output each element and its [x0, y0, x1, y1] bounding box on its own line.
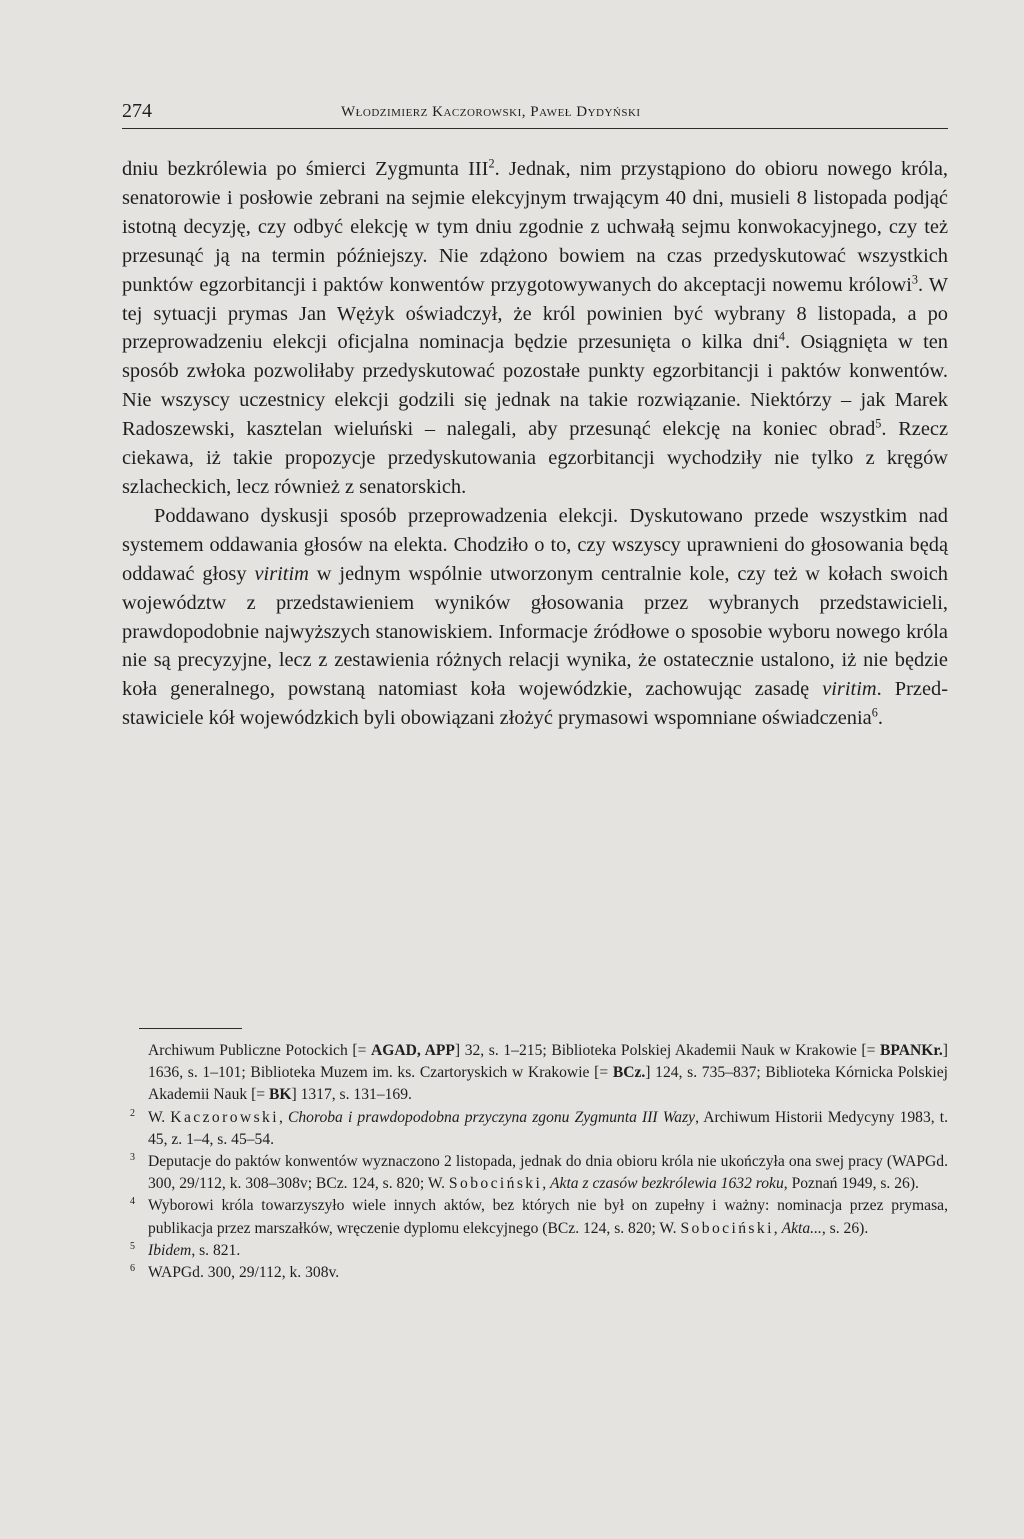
footnote — [122, 1195, 948, 1239]
footnote-text: Wyborowi króla towarzyszyło wiele innych aktów, bez których nie był on zupełny i ważny: nominacja przez prymasa, publikacja przez marszałków, wręczenie dyplomu elekcyjnego (BCz. 124, s. 820; W. — [148, 1197, 948, 1237]
footnote-number: 6 — [130, 1263, 135, 1275]
main-text — [122, 155, 948, 733]
footnote-author-name: Kaczorowski — [170, 1108, 279, 1126]
footnote-text: WAPGd. 300, 29/112, k. 308v. — [148, 1264, 340, 1282]
footnote-italic-text: Choroba i prawdopodobna przyczyna zgonu Zygmunta III Wazy — [287, 1108, 696, 1126]
footnote-text: , — [773, 1219, 782, 1237]
footnote-bold-text: BK — [268, 1086, 292, 1104]
footnote-author-name: Sobociński — [680, 1219, 774, 1237]
footnote-bold-text: AGAD, APP — [371, 1042, 455, 1059]
paragraph-italic-text: viritim — [822, 678, 877, 701]
paragraph-text: . Rzecz ciekawa, iż takie propozycje przedyskutowania egzorbitancji wychodziły nie tylko z kręgów szlacheckich, lecz również z senatorskich. — [122, 418, 948, 498]
paragraph-footnote-ref: 4 — [778, 330, 785, 345]
footnote-bold-text: BCz. — [612, 1064, 646, 1082]
footnote-text: , — [278, 1108, 288, 1126]
footnote — [122, 1107, 948, 1151]
footnote-author-name: Sobociński — [448, 1175, 543, 1193]
paragraph-footnote-ref: 6 — [871, 705, 878, 720]
paragraph-italic-text: viritim — [254, 562, 309, 585]
paragraph-text: dniu bezkrólewia po śmierci Zygmunta III — [122, 158, 489, 180]
footnote-text: Archiwum Publiczne Potockich [= — [148, 1042, 371, 1059]
footnote-bold-text: BPANKr. — [879, 1042, 943, 1059]
footnote-text: ] 1317, s. 131–169. — [291, 1086, 412, 1104]
header-authors: Włodzimierz Kaczorowski, Paweł Dydyński — [341, 104, 641, 120]
paragraph — [122, 502, 948, 733]
footnote-number: 5 — [130, 1240, 135, 1252]
paragraph-footnote-ref: 5 — [875, 416, 882, 431]
paragraph-text: Poddawano dyskusji sposób przeprowadzenia elekcji. Dyskutowano przede wszystkim nad systemem oddawania głosów na elekta. Chodziło o to, czy wszyscy uprawnieni do głosowania będą oddawać głosy — [122, 504, 948, 585]
paragraph-footnote-ref: 2 — [488, 156, 495, 171]
page-number: 274 — [122, 100, 152, 122]
footnote — [122, 1240, 948, 1262]
footnote-text: , — [542, 1175, 551, 1193]
paragraph-text: . W tej sytuacji prymas Jan Wężyk oświadczył, że król powinien być wybrany 8 listopada, a po przeprowadzeniu elekcji oficjalna nominacja będzie przesunięta o kilka dni — [122, 273, 948, 354]
footnote-italic-text: Ibidem — [148, 1241, 192, 1259]
paragraph-text: . Osiągnięta w ten sposób zwłoka pozwoliłaby przedyskutować pozostałe punkty egzorbitancji i paktów konwentów. Nie wszyscy uczestnicy elekcji godzili się jednak na takie rozwiązanie. Niektórzy – jak Marek Radoszewski, kasztelan wieluński – nalegali, aby przesunąć elekcję na koniec obrad — [122, 331, 948, 441]
footnote-text: , Poznań 1949, s. 26). — [783, 1175, 919, 1193]
paragraph-text: w jednym wspólnie utworzonym centralnie kole, czy też w kołach swoich województw z przedstawieniem wyników głosowania przez wybranych przedstawicieli, prawdopodobnie najwyższych stanowiskiem. Informacje źródłowe o sposobie wyboru nowego króla nie są precyzyjne, lecz z zestawienia różnych relacji wynika, że ostatecznie ustalono, iż nie będzie koła generalnego, powstaną natomiast koła wojewódzkie, zachowując zasadę — [122, 562, 948, 701]
footnote-text: Deputacje do paktów konwentów wyznaczono 2 listopada, jednak do dnia obioru króla nie ukończyła ona swej pracy (WAPGd. 300, 29/112, k. 308–308v; BCz. 124, s. 820; W. — [148, 1153, 948, 1193]
footnote-text: , Archiwum Historii Medycyny 1983, t. 45, z. 1–4, s. 45–54. — [148, 1108, 948, 1148]
paragraph — [122, 155, 948, 502]
paragraph-text: . Jednak, nim przystąpiono do obioru nowego króla, senatorowie i posłowie zebrani na sejmie elekcyjnym trwającym 40 dni, musieli 8 listopada podjąć istotną decyzję, czy odbyć elekcję w tym dniu zgodnie z uchwałą sejmu konwokacyjnego, czy też przesunąć ją na termin późniejszy. Nie zdążono bowiem na czas przedyskutować wszystkich punktów egzorbitancji i paktów konwentów przygotowywanych do akceptacji nowemu królowi — [122, 158, 948, 296]
footnote-number: 4 — [130, 1196, 135, 1208]
footnote-text: ] 124, s. 735–837; Biblioteka Kórnicka Polskiej Akademii Nauk [= — [148, 1064, 948, 1104]
footnote-number: 3 — [130, 1152, 135, 1164]
footnotes — [122, 1040, 948, 1284]
footnote — [122, 1151, 948, 1195]
footnote — [122, 1040, 948, 1107]
footnote — [122, 1262, 948, 1284]
paragraph-text: . — [877, 707, 883, 730]
footnote-text: W. — [148, 1108, 171, 1126]
footnote-text: ] 32, s. 1–215; Biblioteka Polskiej Akademii Nauk w Krakowie [= — [454, 1042, 880, 1059]
running-head — [122, 96, 948, 129]
footnote-text: , s. 26). — [821, 1219, 869, 1237]
paragraph-text: . Przedstawiciele kół wojewódzkich byli obowiązani złożyć prymasowi wspomniane oświadczenia — [122, 678, 948, 730]
footnote-italic-text: Akta z czasów bezkrólewia 1632 roku — [550, 1175, 784, 1193]
footnote-text: ] 1636, s. 1–101; Biblioteka Muzem im. ks. Czartoryskich w Krakowie [= — [148, 1042, 948, 1082]
footnote-separator — [139, 1028, 242, 1029]
footnote-number: 2 — [130, 1107, 135, 1119]
footnote-text: , s. 821. — [191, 1241, 241, 1259]
footnote-italic-text: Akta... — [781, 1219, 822, 1237]
paragraph-footnote-ref: 3 — [911, 272, 919, 287]
